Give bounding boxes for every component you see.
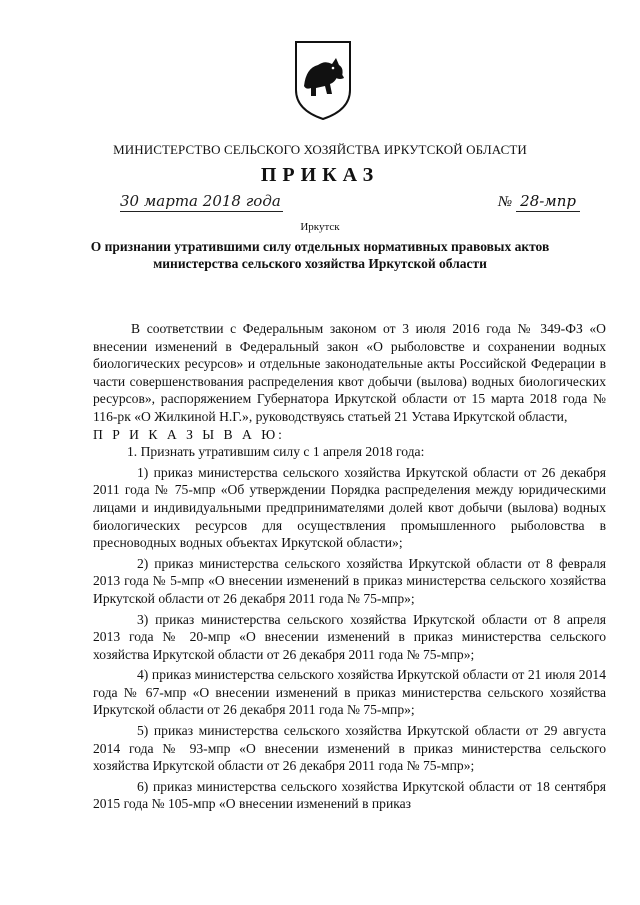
document-type: ПРИКАЗ xyxy=(260,164,380,186)
item-1: 1. Признать утратившим силу с 1 апреля 2018 года: xyxy=(127,444,425,460)
clause-1: 1) приказ министерства сельского хозяйства Иркутской области от 26 декабря 2011 года № 75-мпр «Об утверждении Порядка распределения между юридическими лицами и индивидуальными предпринимателями долей квот добычи (вылова) водных биологических ресурсов для осуществления промышленного рыболовства в пресноводных водных объектах Иркутской области»; xyxy=(93,464,606,551)
order-date: 30 марта 2018 года xyxy=(120,192,281,210)
clause-4: 4) приказ министерства сельского хозяйства Иркутской области от 21 июля 2014 года № 67-мпр «О внесении изменений в приказ министерства сельского хозяйства Иркутской области от 26 декабря 2011 года № 75-мпр»; xyxy=(93,667,606,718)
ministry-name: МИНИСТЕРСТВО СЕЛЬСКОГО ХОЗЯЙСТВА ИРКУТСКОЙ ОБЛАСТИ xyxy=(113,142,527,157)
irkutsk-coat-of-arms-icon xyxy=(292,38,354,122)
clause-2: 2) приказ министерства сельского хозяйства Иркутской области от 8 февраля 2013 года № 5-мпр «О внесении изменений в приказ министерства сельского хозяйства Иркутской области от 26 декабря 2011 года № 75-мпр»; xyxy=(93,555,606,606)
decree-word: П Р И К А З Ы В А Ю: xyxy=(93,426,285,442)
clause-3: 3) приказ министерства сельского хозяйства Иркутской области от 8 апреля 2013 года № 20-мпр «О внесении изменений в приказ министерства сельского хозяйства Иркутской области от 26 декабря 2011 года № 75-мпр»; xyxy=(93,611,606,662)
city: Иркутск xyxy=(300,221,340,233)
number-value: 28-мпр xyxy=(516,192,580,212)
order-number xyxy=(498,192,580,211)
number-sign: № xyxy=(498,194,513,210)
clause-5: 5) приказ министерства сельского хозяйства Иркутской области от 29 августа 2014 года № 93-мпр «О внесении изменений в приказ министерства сельского хозяйства Иркутской области от 26 декабря 2011 года № 75-мпр»; xyxy=(93,723,606,774)
clause-6: 6) приказ министерства сельского хозяйства Иркутской области от 18 сентября 2015 года № 105-мпр «О внесении изменений в приказ xyxy=(93,778,606,812)
document-body xyxy=(93,320,606,813)
intro-paragraph: В соответствии с Федеральным законом от 3 июля 2016 года № 349-ФЗ «О внесении изменений в Федеральный закон «О рыболовстве и сохранении водных биологических ресурсов» и отдельные законодательные акты Российской Федерации в части совершенствования распределения квот добычи (вылова) водных биологических ресурсов», распоряжением Губернатора Иркутской области от 15 марта 2018 года № 116-рк «О Жилкиной Н.Г.», руководствуясь статьей 21 Устава Иркутской области, xyxy=(93,321,606,424)
document-title: О признании утратившими силу отдельных нормативных правовых актов министерства сельского хозяйства Иркутской области xyxy=(90,239,550,271)
